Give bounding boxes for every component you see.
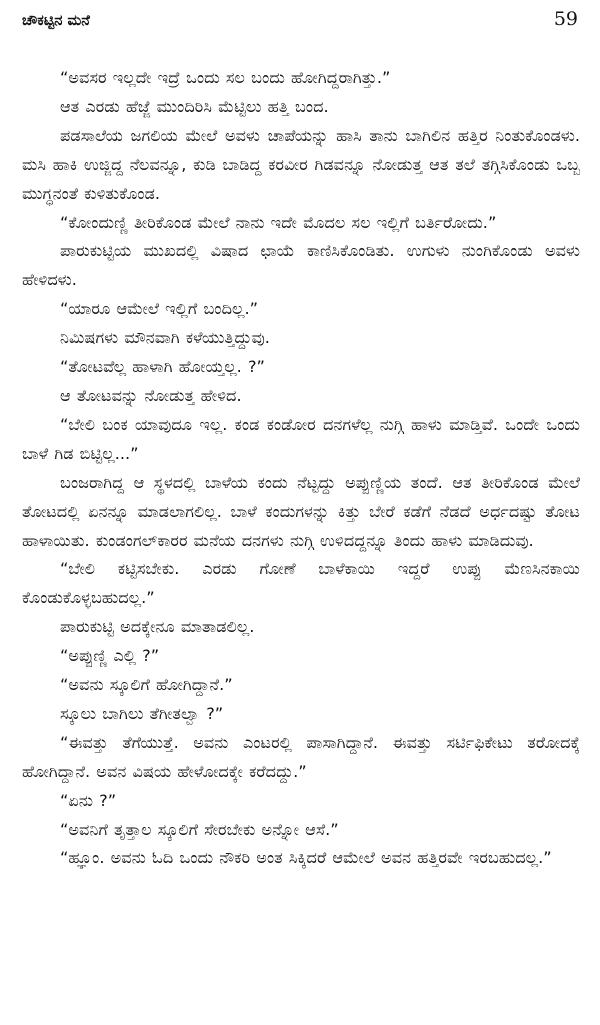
paragraph: “ಬೇಲಿ ಬಂಕ ಯಾವುದೂ ಇಲ್ಲ. ಕಂಡ ಕಂಡೋರ ದನಗಳೆಲ್ಲ ನುಗ್ಗಿ ಹಾಳು ಮಾಡ್ತಿವೆ. ಒಂದೇ ಒಂದು ಬಾಳೆ ಗಿಡ ಬಿಟ್ಟಿಲ್ಲ...”: [22, 414, 580, 463]
paragraph: “ತೋಟವೆಲ್ಲ ಹಾಳಾಗಿ ಹೋಯ್ತಲ್ಲ. ?”: [60, 357, 265, 377]
paragraph: ನಿಮಿಷಗಳು ಮೌನವಾಗಿ ಕಳೆಯುತ್ತಿದ್ದುವು.: [60, 328, 270, 348]
running-title: ಚೌಕಟ್ಟಿನ ಮನೆ: [22, 13, 90, 29]
paragraph: “ಹ್ಞೂಂ. ಅವನು ಓದಿ ಒಂದು ನೌಕರಿ ಅಂತ ಸಿಕ್ಕಿದರೆ ಆಮೇಲೆ ಅವನ ಹತ್ತಿರವೇ ಇರಬಹುದಲ್ಲ.”: [60, 848, 552, 868]
paragraph: ಸ್ಕೂಲು ಬಾಗಿಲು ತೆಗೀತಲ್ವಾ ?”: [60, 703, 224, 723]
paragraph: “ಕೋಂದುಣ್ಣಿ ತೀರಿಕೊಂಡ ಮೇಲೆ ನಾನು ಇದೇ ಮೊದಲ ಸಲ ಇಲ್ಲಿಗೆ ಬರ್ತಿರೋದು.”: [60, 212, 497, 232]
paragraph: “ಅವಸರ ಇಲ್ಲದೇ ಇದ್ರೆ ಒಂದು ಸಲ ಬಂದು ಹೋಗಿದ್ದರಾಗಿತ್ತು.”: [60, 68, 391, 87]
paragraph: ಪಾರುಕುಟ್ಟಿ ಅದಕ್ಕೇನೂ ಮಾತಾಡಲಿಲ್ಲ.: [60, 617, 255, 637]
body-text: [22, 64, 580, 873]
paragraph: “ಯಾರೂ ಆಮೇಲೆ ಇಲ್ಲಿಗೆ ಬಂದಿಲ್ಲ.”: [60, 299, 258, 319]
paragraph: “ಈವತ್ತು ತೆಗೆಯುತ್ತೆ. ಅವನು ಎಂಟರಲ್ಲಿ ಪಾಸಾಗಿದ್ದಾನೆ. ಈವತ್ತು ಸರ್ಟಿಫಿಕೇಟು ತರೋದಕ್ಕೆ ಹೋಗಿದ್ದಾನೆ. ಅವನ ವಿಷಯ ಹೇಳೋದಕ್ಕೇ ಕರೆದದ್ದು.”: [22, 732, 580, 781]
paragraph: ಆ ತೋಟವನ್ನು ನೋಡುತ್ತ ಹೇಳಿದ.: [60, 385, 242, 405]
paragraph: “ಏನು ?”: [60, 790, 117, 810]
paragraph: “ಬೇಲಿ ಕಟ್ಟಿಸಬೇಕು. ಎರಡು ಗೋಣೆ ಬಾಳೆಕಾಯಿ ಇದ್ದರೆ ಉಪ್ಪು ಮೆಣಸಿನಕಾಯಿ ಕೊಂಡುಕೊಳ್ಳಬಹುದಲ್ಲ.”: [22, 559, 580, 608]
paragraph: ಪಾರುಕುಟ್ಟಿಯ ಮುಖದಲ್ಲಿ ವಿಷಾದ ಛಾಯೆ ಕಾಣಿಸಿಕೊಂಡಿತು. ಉಗುಳು ನುಂಗಿಕೊಂಡು ಅವಳು ಹೇಳಿದಳು.: [22, 241, 580, 290]
page-number: 59: [553, 8, 578, 30]
paragraph: “ಅವನು ಸ್ಕೂಲಿಗೆ ಹೋಗಿದ್ದಾನೆ.”: [60, 675, 233, 695]
paragraph: ಆತ ಎರಡು ಹೆಜ್ಜೆ ಮುಂದಿರಿಸಿ ಮೆಟ್ಟಿಲು ಹತ್ತಿ ಬಂದ.: [60, 96, 329, 116]
paragraph: ಬಂಜರಾಗಿದ್ದ ಆ ಸ್ಥಳದಲ್ಲಿ ಬಾಳೆಯ ಕಂದು ನೆಟ್ಟದ್ದು ಅಪ್ಪುಣ್ಣಿಯ ತಂದೆ. ಆತ ತೀರಿಕೊಂಡ ಮೇಲೆ ತೋಟದಲ್ಲಿ ಏನನ್ನೂ ಮಾಡಲಾಗಲಿಲ್ಲ. ಬಾಳೆ ಕಂದುಗಳನ್ನು ಕಿತ್ತು ಬೇರೆ ಕಡೆಗೆ ನೆಡದೆ ಅರ್ಧದಷ್ಟು ತೋಟ ಹಾಳಾಯಿತು. ಕುಂಡಂಗಲ್‌ಕಾರರ ಮನೆಯ ದನಗಳು ನುಗ್ಗಿ ಉಳಿದದ್ದನ್ನೂ ತಿಂದು ಹಾಳು ಮಾಡಿದುವು.: [22, 472, 580, 550]
paragraph: “ಅವನಿಗೆ ತೃತ್ತಾಲ ಸ್ಕೂಲಿಗೆ ಸೇರಬೇಕು ಅನ್ನೋ ಆಸೆ.”: [60, 819, 339, 839]
running-header: [22, 8, 580, 42]
paragraph: “ಅಪ್ಪುಣ್ಣಿ ಎಲ್ಲಿ ?”: [60, 646, 160, 666]
paragraph: ಪಡಸಾಲೆಯ ಜಗಲಿಯ ಮೇಲೆ ಅವಳು ಚಾಪೆಯನ್ನು ಹಾಸಿ ತಾನು ಬಾಗಿಲಿನ ಹತ್ತಿರ ನಿಂತುಕೊಂಡಳು. ಮಸಿ ಹಾಕಿ ಉಜ್ಜಿದ್ದ ನೆಲವನ್ನೂ, ಕುಡಿ ಬಾಡಿದ್ದ ಕರವೀರ ಗಿಡವನ್ನೂ ನೋಡುತ್ತ ಆತ ತಲೆ ತಗ್ಗಿಸಿಕೊಂಡು ಒಬ್ಬ ಮುಗ್ಧನಂತೆ ಕುಳಿತುಕೊಂಡ.: [22, 125, 580, 203]
